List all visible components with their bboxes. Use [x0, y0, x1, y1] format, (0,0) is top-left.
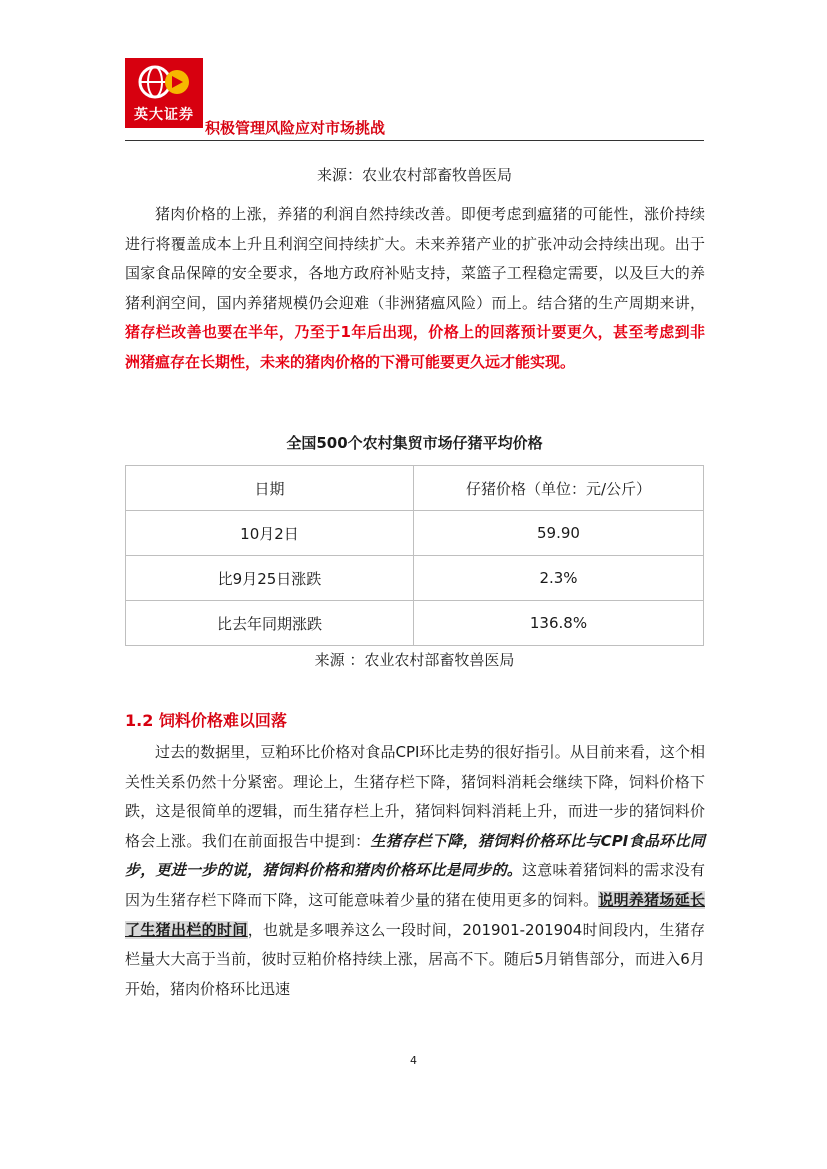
table-cell-label: 10月2日 [126, 511, 414, 556]
table-cell-label: 比9月25日涨跌 [126, 556, 414, 601]
table-row [126, 556, 704, 601]
highlighted-text: 说明养猪场延长了生猪出栏的时间 [125, 890, 705, 939]
logo-text: 英大证券 [134, 107, 194, 123]
paragraph-text: 过去的数据里，豆粕环比价格对食品CPI环比走势的很好指引。从目前来看，这个相关性关系仍然十分紧密。理论上，生猪存栏下降，猪饲料消耗会继续下降，饲料价格下跌，这是很简单的逻辑，而生猪存栏上升，猪饲料饲料消耗上升，而进一步的猪饲料价格会上涨。我们在前面报告中提到： [125, 743, 705, 850]
paragraph-text: 猪肉价格的上涨，养猪的利润自然持续改善。即便考虑到瘟猪的可能性，涨价持续进行将覆盖成本上升且利润空间持续扩大。未来养猪产业的扩张冲动会持续出现。出于国家食品保障的安全要求，各地方政府补贴支持，菜篮子工程稳定需要，以及巨大的养猪利润空间，国内养猪规模仍会迎难（非洲猪瘟风险）而上。结合猪的生产周期来讲， [125, 205, 705, 312]
table-header-row [126, 466, 704, 511]
page-number: 4 [410, 1054, 417, 1067]
table-row [126, 511, 704, 556]
emphasis-text-red: 猪存栏改善也要在半年，乃至于1年后出现，价格上的回落预计要更久，甚至考虑到非洲猪瘟存在长期性，未来的猪肉价格的下滑可能要更久远才能实现。 [125, 323, 705, 371]
table-title: 全国500个农村集贸市场仔猪平均价格 [286, 434, 543, 452]
table-header-date: 日期 [126, 466, 414, 511]
paragraph-text: ，也就是多喂养这么一段时间，201901-201904时间段内，生猪存栏量大大高于当前，彼时豆粕价格持续上涨，居高不下。随后5月销售部分，而进入6月开始，猪肉价格环比迅速 [125, 920, 705, 998]
table-cell-value: 2.3% [414, 556, 704, 601]
table-cell-label: 比去年同期涨跌 [126, 601, 414, 646]
table-header-price: 仔猪价格（单位：元/公斤） [414, 466, 704, 511]
header-slogan: 积极管理风险应对市场挑战 [205, 119, 386, 137]
table-cell-value: 59.90 [414, 511, 704, 556]
table-row [126, 601, 704, 646]
company-logo [125, 58, 203, 128]
section-heading: 1.2 饲料价格难以回落 [125, 711, 287, 730]
emphasis-text-italic: 生猪存栏下降，猪饲料价格环比与CPI食品环比同步，更进一步的说，猪饲料价格和猪肉价格环比是同步的。 [125, 831, 705, 880]
paragraph-pork-price [125, 200, 705, 378]
paragraph-text: 这意味着猪饲料的需求没有因为生猪存栏下降而下降，这可能意味着少量的猪在使用更多的饲料。 [125, 861, 705, 909]
logo-globe-icon [125, 58, 203, 106]
paragraph-feed-price [125, 738, 705, 1004]
header-divider [125, 140, 704, 141]
piglet-price-table [125, 465, 704, 646]
table-source: 来源 ：农业农村部畜牧兽医局 [314, 651, 515, 669]
table-cell-value: 136.8% [414, 601, 704, 646]
source-caption-top: 来源：农业农村部畜牧兽医局 [316, 166, 512, 184]
